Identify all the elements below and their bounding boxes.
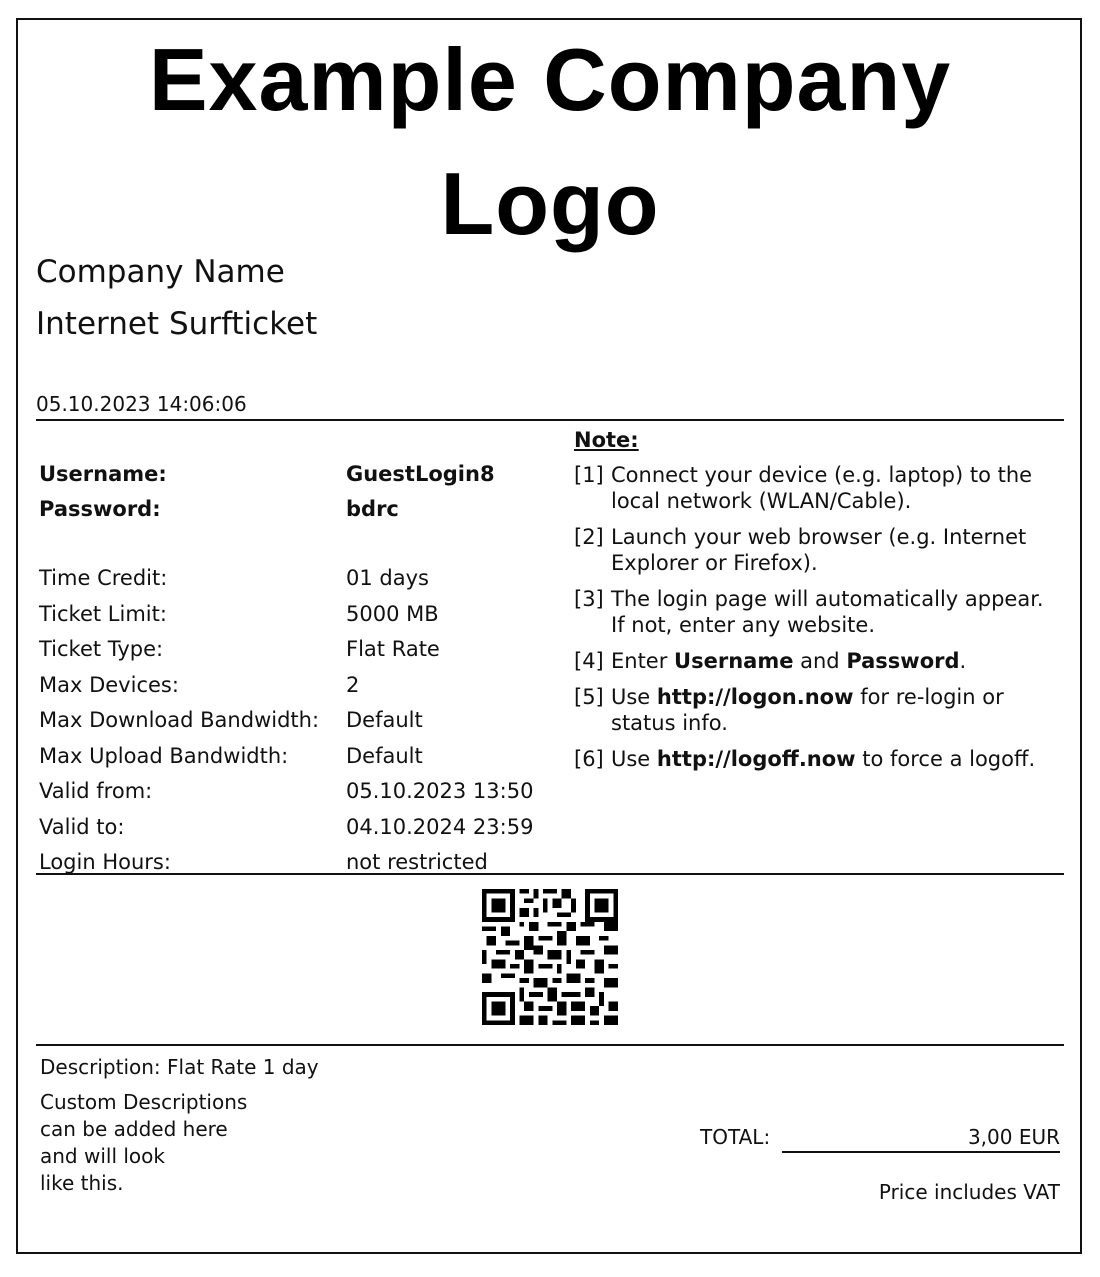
company-name: Company Name	[36, 254, 285, 290]
note-emphasis: http://logon.now	[656, 685, 854, 709]
note-text	[611, 524, 1054, 576]
note-item	[574, 462, 1054, 514]
vat-note: Price includes VAT	[878, 1180, 1060, 1204]
detail-label: Ticket Type:	[39, 637, 164, 661]
printed-timestamp: 05.10.2023 14:06:06	[36, 392, 247, 416]
username-label: Username:	[39, 462, 167, 486]
note-emphasis: Username	[674, 649, 794, 673]
detail-label: Max Devices:	[39, 672, 179, 697]
custom-description	[40, 1089, 300, 1197]
divider-top	[36, 419, 1064, 421]
logo-line-1: Example Company	[148, 30, 952, 129]
detail-value: not restricted	[346, 850, 488, 874]
custom-description-line: and will look	[40, 1144, 165, 1168]
custom-description-line: Custom Descriptions	[40, 1090, 248, 1114]
detail-value: 2	[346, 672, 360, 697]
note-number: [1]	[574, 463, 604, 487]
detail-value: Default	[346, 743, 423, 768]
detail-label: Time Credit:	[39, 566, 168, 590]
username-value: GuestLogin8	[346, 462, 495, 486]
notes-title: Note:	[574, 428, 639, 452]
note-text	[611, 586, 1054, 638]
note-text-part: Launch your web browser (e.g. Internet Explorer or Firefox).	[611, 525, 1027, 575]
note-text-part: for re-login or status info.	[611, 685, 1004, 735]
note-emphasis: Password	[846, 649, 960, 673]
ticket-title: Internet Surfticket	[36, 306, 318, 342]
note-text-part: The login page will automatically appear. If not, enter any website.	[611, 587, 1044, 637]
total-label: TOTAL:	[700, 1125, 771, 1149]
note-text	[611, 648, 966, 674]
detail-value: 01 days	[346, 566, 429, 590]
detail-value: 04.10.2024 23:59	[346, 814, 534, 839]
note-text-part: .	[959, 649, 967, 673]
note-text	[611, 684, 1054, 736]
note-text-part: Enter	[611, 649, 675, 673]
custom-description-line: like this.	[40, 1171, 124, 1195]
detail-label: Ticket Limit:	[39, 601, 167, 626]
note-number: [4]	[574, 649, 604, 673]
note-item	[574, 684, 1054, 736]
note-emphasis: http://logoff.now	[656, 747, 856, 771]
note-number: [3]	[574, 587, 604, 611]
ticket-description: Description: Flat Rate 1 day	[40, 1055, 319, 1079]
note-text	[611, 746, 1035, 772]
note-text-part: Connect your device (e.g. laptop) to the local network (WLAN/Cable).	[611, 463, 1033, 513]
detail-value: 5000 MB	[346, 601, 439, 626]
note-item	[574, 746, 1054, 772]
detail-label: Valid from:	[39, 779, 153, 803]
detail-label: Valid to:	[39, 814, 125, 839]
detail-value: Flat Rate	[346, 637, 440, 661]
detail-label: Max Download Bandwidth:	[39, 708, 320, 732]
note-item	[574, 648, 1054, 674]
notes-section	[574, 428, 1054, 782]
qr-code-icon	[482, 889, 618, 1025]
note-item	[574, 524, 1054, 576]
note-number: [2]	[574, 525, 604, 549]
detail-label: Max Upload Bandwidth:	[39, 743, 289, 768]
detail-value: 05.10.2023 13:50	[346, 779, 534, 803]
custom-description-line: can be added here	[40, 1117, 228, 1141]
note-number: [5]	[574, 685, 604, 709]
divider-bottom	[36, 1044, 1064, 1046]
note-text-part: Use	[611, 747, 657, 771]
note-item	[574, 586, 1054, 638]
total-value: 3,00 EUR	[782, 1125, 1060, 1153]
note-text	[611, 462, 1054, 514]
note-text-part: to force a logoff.	[855, 747, 1036, 771]
note-text-part: Use	[611, 685, 657, 709]
note-number: [6]	[574, 747, 604, 771]
company-logo	[0, 18, 1100, 266]
password-value: bdrc	[346, 497, 399, 521]
password-label: Password:	[39, 497, 161, 521]
detail-label: Login Hours:	[39, 850, 171, 874]
note-text-part: and	[793, 649, 847, 673]
logo-line-2: Logo	[440, 154, 660, 253]
detail-value: Default	[346, 708, 423, 732]
divider-middle	[36, 873, 1064, 875]
